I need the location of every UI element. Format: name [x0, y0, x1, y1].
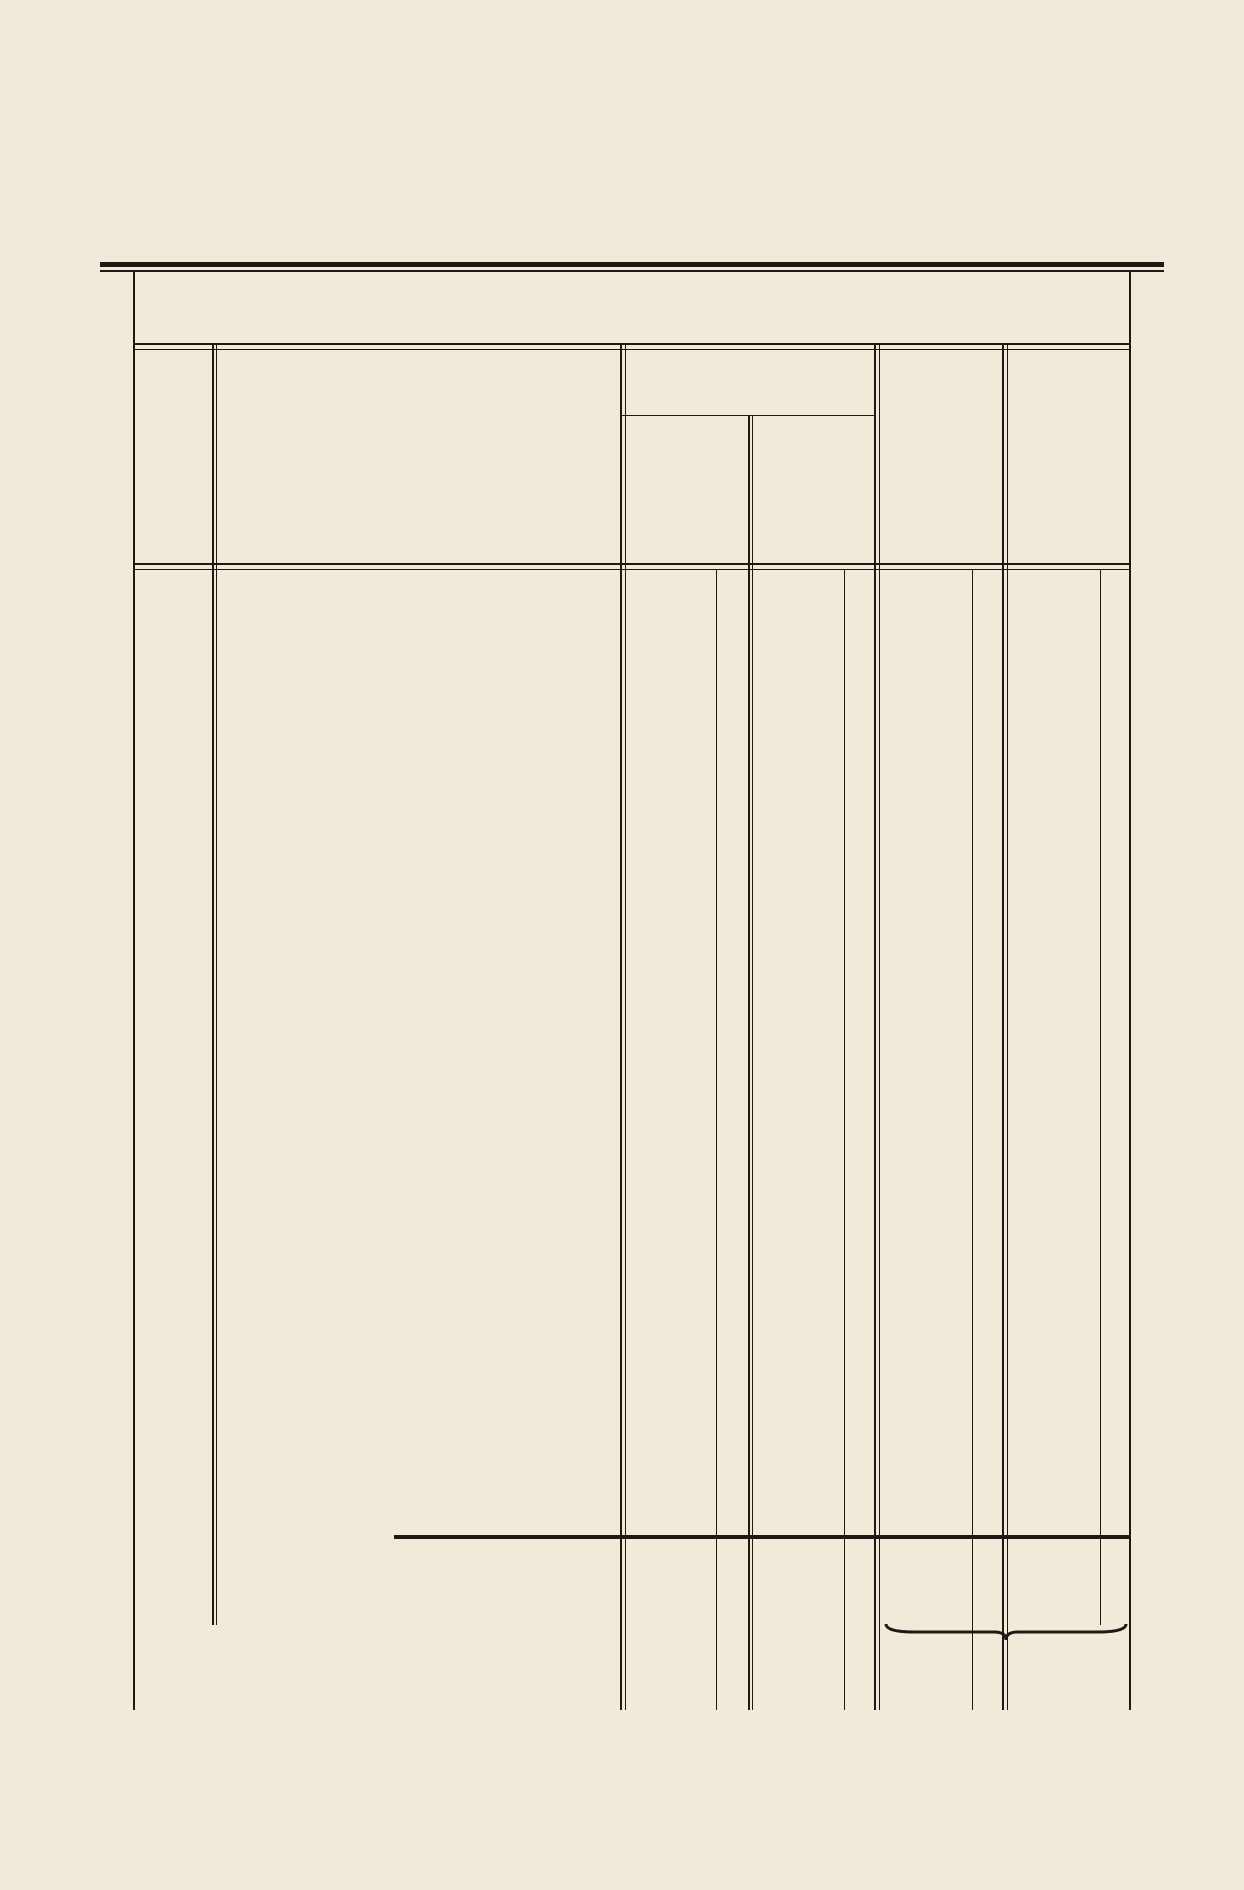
col-rule-1912 — [748, 415, 750, 1710]
col-rule-more-kop — [972, 570, 973, 1710]
col-rule-more — [1002, 343, 1004, 1710]
header-bottom-rule-2 — [133, 569, 1131, 570]
header-top-rule-2 — [133, 349, 1131, 350]
col-rule-section — [212, 343, 214, 1625]
col-rule-1912-2 — [752, 415, 753, 1710]
col-rule-1911-2 — [879, 343, 880, 1710]
header-top-rule — [133, 343, 1131, 345]
col-rule-name — [620, 343, 622, 1710]
header-bottom-rule — [133, 563, 1131, 565]
col-rule-1911 — [874, 343, 876, 1710]
top-double-rule — [100, 262, 1164, 267]
col-rule-less-kop — [1100, 570, 1101, 1625]
col-rule-section-2 — [216, 343, 217, 1625]
col-rule-1912-kop — [716, 570, 717, 1710]
summary-brace — [884, 1620, 1128, 1644]
col-rule-more-2 — [1007, 343, 1008, 1710]
col-rule-name-2 — [625, 343, 626, 1710]
table-frame — [133, 272, 1131, 1710]
col-rule-1911-kop — [844, 570, 845, 1710]
total-rule — [394, 1535, 1130, 1539]
